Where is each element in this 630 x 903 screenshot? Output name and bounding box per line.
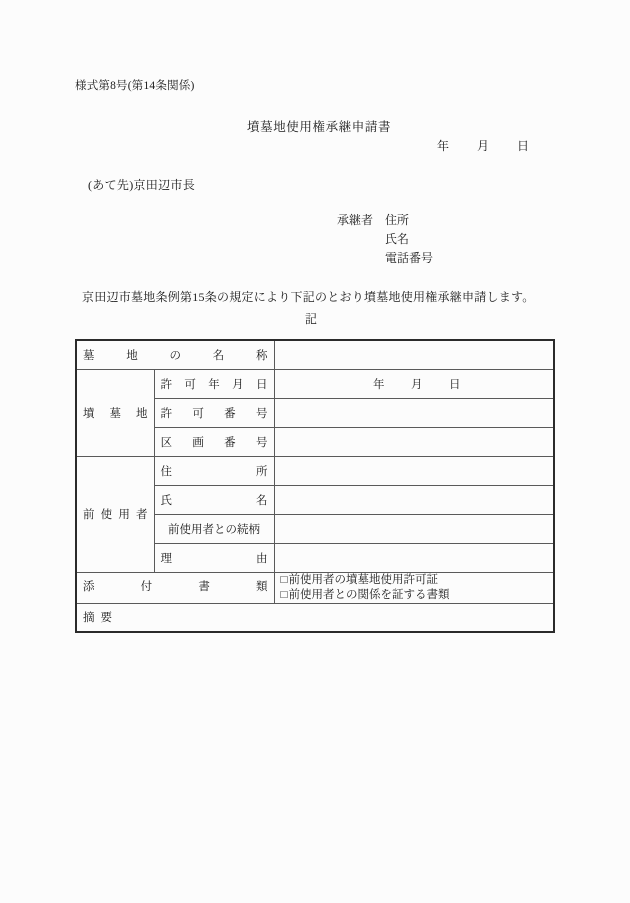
successor-field-phone-label: 電話番号 <box>385 251 434 265</box>
attachment-option-1-label: 前使用者の墳墓地使用許可証 <box>288 573 438 586</box>
attachment-option-2-label: 前使用者との関係を証する書類 <box>288 588 450 601</box>
successor-block <box>337 211 433 268</box>
label-cemetery-name-text <box>83 347 268 363</box>
label-permit-number <box>154 398 274 427</box>
label-reason-text <box>161 550 268 566</box>
label-char: 番 <box>224 436 236 449</box>
application-details-table <box>75 339 555 633</box>
successor-heading: 承継者 <box>337 213 374 227</box>
label-char: 区 <box>160 436 172 449</box>
date-year-label: 年 <box>437 139 450 153</box>
label-char: 番 <box>224 407 236 420</box>
label-previous-user-name-text <box>161 492 268 508</box>
table-row-cemetery-name <box>76 340 554 369</box>
field-relationship[interactable] <box>274 514 554 543</box>
label-char: 類 <box>255 581 268 593</box>
checkbox-icon[interactable]: □ <box>280 573 288 586</box>
attachment-option-2[interactable] <box>281 588 548 603</box>
submission-date-line <box>437 137 529 154</box>
label-char: 墓 <box>83 349 95 362</box>
label-char: の <box>169 349 181 362</box>
document-title: 墳墓地使用権承継申請書 <box>247 120 392 134</box>
label-char: 者 <box>135 509 148 521</box>
field-remarks[interactable] <box>76 603 554 632</box>
form-number: 様式第8号(第14条関係) <box>75 80 195 92</box>
label-char: 号 <box>255 436 268 449</box>
label-char: 添 <box>83 581 95 593</box>
permit-date-day-label: 日 <box>449 378 461 391</box>
label-char: 許 <box>160 407 172 420</box>
label-previous-user-section-text <box>83 506 148 522</box>
field-previous-user-name[interactable] <box>274 485 554 514</box>
label-char: 画 <box>192 436 204 449</box>
label-relationship: 前使用者との続柄 <box>154 514 274 543</box>
label-char: 称 <box>256 349 268 362</box>
label-char: 可 <box>184 378 196 391</box>
label-previous-user-section <box>76 456 154 572</box>
label-attachments-text <box>83 580 268 595</box>
table-row-permit-date <box>76 369 554 398</box>
label-char: 名 <box>256 494 268 507</box>
label-char: 理 <box>160 552 172 565</box>
successor-row-name <box>337 230 433 249</box>
permit-date-month-label: 月 <box>411 378 423 391</box>
label-char: 使 <box>100 509 113 521</box>
table-row-remarks <box>76 603 554 632</box>
label-char: 年 <box>208 378 220 391</box>
label-char: 日 <box>256 378 268 391</box>
label-permit-date <box>154 369 274 398</box>
label-plot-number <box>154 427 274 456</box>
label-char: 地 <box>126 349 138 362</box>
successor-field-address-label: 住所 <box>385 213 410 227</box>
label-reason <box>154 543 274 572</box>
label-char: 用 <box>118 509 130 521</box>
field-attachments <box>274 572 554 603</box>
label-grave-section-text <box>83 405 148 421</box>
label-char: 前 <box>83 509 95 521</box>
field-permit-number[interactable] <box>274 398 554 427</box>
label-char: 書 <box>198 581 210 593</box>
label-previous-user-address-text <box>161 463 268 479</box>
label-char: 由 <box>256 552 268 565</box>
label-char: 付 <box>140 581 153 593</box>
permit-date-year-label: 年 <box>373 378 385 391</box>
label-remarks: 摘要 <box>83 612 118 625</box>
successor-field-name-label: 氏名 <box>385 232 410 246</box>
field-reason[interactable] <box>274 543 554 572</box>
ki-mark: 記 <box>305 312 318 326</box>
label-char: 墳 <box>83 407 95 420</box>
date-day-label: 日 <box>517 139 530 153</box>
successor-row-address <box>337 211 433 230</box>
label-permit-number-text <box>161 405 268 421</box>
checkbox-icon[interactable]: □ <box>280 588 288 601</box>
label-attachments <box>76 572 274 603</box>
label-previous-user-name <box>154 485 274 514</box>
label-plot-number-text <box>161 434 268 450</box>
permit-date-placeholder-line <box>281 376 548 392</box>
field-previous-user-address[interactable] <box>274 456 554 485</box>
label-char: 地 <box>136 407 148 420</box>
table-row-attachments <box>76 572 554 603</box>
label-permit-date-text <box>161 376 268 392</box>
date-month-label: 月 <box>477 139 490 153</box>
label-char: 号 <box>255 407 268 420</box>
label-char: 月 <box>232 378 244 391</box>
label-char: 許 <box>160 378 172 391</box>
application-body-text: 京田辺市墓地条例第15条の規定により下記のとおり墳墓地使用権承継申請します。 <box>82 290 535 304</box>
label-cemetery-name <box>76 340 274 369</box>
label-char: 墓 <box>109 407 121 420</box>
field-plot-number[interactable] <box>274 427 554 456</box>
addressee-line: (あて先)京田辺市長 <box>88 178 195 192</box>
table-row-previous-user-address <box>76 456 554 485</box>
attachment-option-1[interactable] <box>281 573 548 588</box>
label-previous-user-address <box>154 456 274 485</box>
field-permit-date[interactable] <box>274 369 554 398</box>
field-cemetery-name[interactable] <box>274 340 554 369</box>
successor-row-phone <box>337 249 433 268</box>
label-char: 可 <box>192 407 204 420</box>
label-char: 名 <box>212 349 225 362</box>
label-char: 氏 <box>160 494 172 507</box>
label-char: 住 <box>160 465 172 478</box>
label-char: 所 <box>256 465 268 478</box>
label-grave-section <box>76 369 154 456</box>
